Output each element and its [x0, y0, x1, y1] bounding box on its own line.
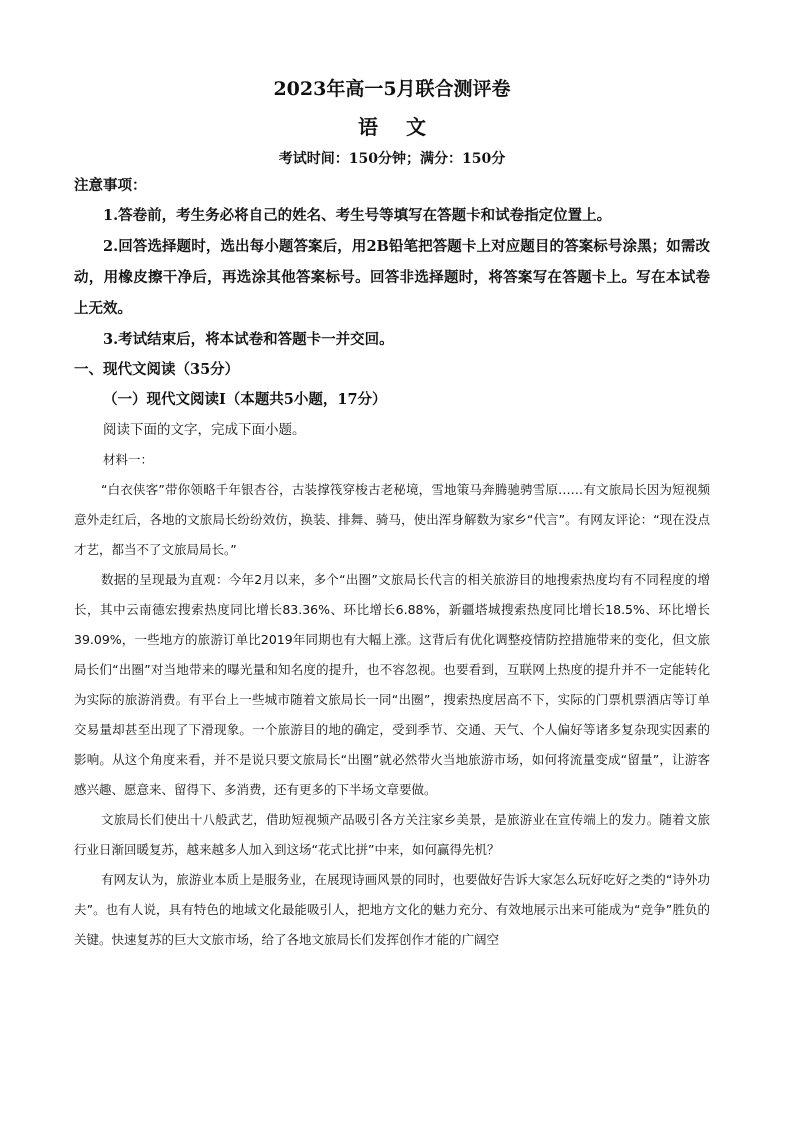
material-label: 材料一：: [103, 452, 154, 467]
subsection-title: （一）现代文阅读Ⅰ（本题共5小题，17分）: [103, 391, 387, 408]
section-title: 一、现代文阅读（35分）: [74, 361, 240, 378]
material-paragraph-1: “白衣侠客”带你领略千年银杏谷，古装撑筏穿梭古老秘境，雪地策马奔腾驰骋雪原……有文旅局长因为短视频意外走红后，各地的文旅局长纷纷效仿，换装、排舞、骑马，使出浑身解数为家乡“代言”。有网友评论：“现在没点才艺，都当不了文旅局局长。”: [74, 482, 710, 557]
notice-item-3: 3.考试结束后，将本试卷和答题卡一并交回。: [103, 331, 394, 348]
exam-title: 2023年高一5月联合测评卷: [273, 78, 511, 100]
exam-info: 考试时间：150分钟；满分：150分: [278, 151, 506, 167]
material-paragraph-3: 文旅局长们使出十八般武艺，借助短视频产品吸引各方关注家乡美景，是旅游业在宣传端上的发力。随着文旅行业日渐回暖复苏，越来越多人加入到这场“花式比拼”中来，如何赢得先机？: [74, 812, 710, 857]
material-paragraph-4: 有网友认为，旅游业本质上是服务业，在展现诗画风景的同时，也要做好告诉大家怎么玩好吃好之类的“诗外功夫”。也有人说，具有特色的地域文化最能吸引人，把地方文化的魅力充分、有效地展示出来可能成为“竞争”胜负的关键。快速复苏的巨大文旅市场，给了各地文旅局长们发挥创作才能的广阔空: [74, 872, 710, 947]
reading-instruction: 阅读下面的文字，完成下面小题。: [103, 422, 306, 438]
material-paragraph-2: 数据的呈现最为直观：今年2月以来，多个“出圈”文旅局长代言的相关旅游目的地搜索热度均有不同程度的增长，其中云南德宏搜索热度同比增长83.36%、环比增长6.88%，新疆塔城搜索热度同比增长18.5%、环比增长39.09%，一些地方的旅游订单比2019年同期也有大幅上涨。这背后有优化调整疫情防控措施带来的变化，但文旅局长们“出圈”对当地带来的曝光量和知名度的提升，也不容忽视。也要看到，互联网上热度的提升并不一定能转化为实际的旅游消费。有平台上一些城市随着文旅局长一同“出圈”，搜索热度居高不下，实际的门票机票酒店等订单交易量却甚至出现了下滑现象。一个旅游目的地的确定，受到季节、交通、天气、个人偏好等诸多复杂现实因素的影响。从这个角度来看，并不是说只要文旅局长“出圈”就必然带火当地旅游市场，如何将流量变成“留量”，让游客感兴趣、愿意来、留得下、多消费，还有更多的下半场文章要做。: [74, 572, 710, 797]
subject-title: 语文: [358, 115, 454, 139]
notice-heading: 注意事项：: [74, 177, 147, 194]
notice-item-2: 2.回答选择题时，选出每小题答案后，用2B铅笔把答题卡上对应题目的答案标号涂黑；如需改动，用橡皮擦干净后，再选涂其他答案标号。回答非选择题时，将答案写在答题卡上。写在本试卷上无效。: [74, 238, 710, 317]
notice-item-1: 1.答卷前，考生务必将自己的姓名、考生号等填写在答题卡和试卷指定位置上。: [103, 207, 612, 224]
